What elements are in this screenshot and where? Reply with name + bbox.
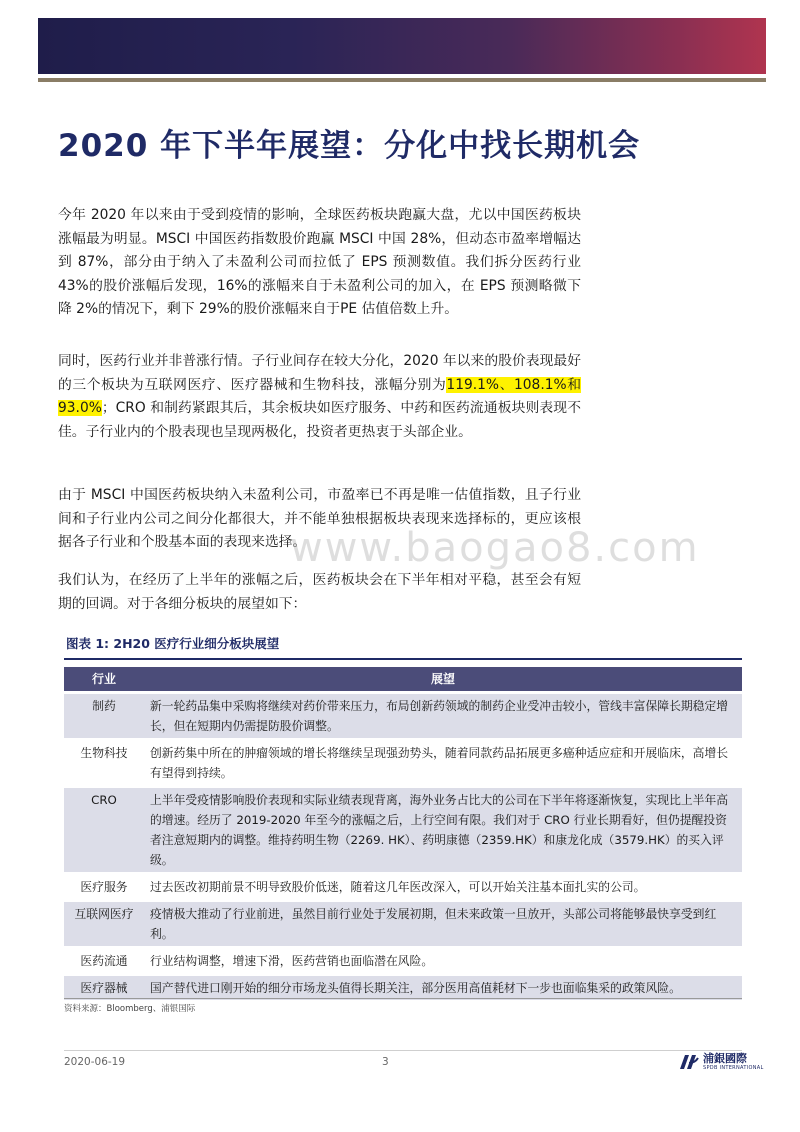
logo-name-cn: 浦銀國際 <box>703 1052 747 1065</box>
paragraph-4: 我们认为，在经历了上半年的涨幅之后，医药板块会在下半年相对平稳，甚至会有短期的回调。对于各细分板块的展望如下： <box>58 572 581 612</box>
table-row <box>64 902 742 946</box>
table-row <box>64 694 742 738</box>
page-number: 3 <box>382 1056 389 1068</box>
table-row <box>64 875 742 899</box>
footer-date: 2020-06-19 <box>64 1056 126 1068</box>
footer-rule <box>64 1050 742 1051</box>
table-row <box>64 949 742 973</box>
sector-cell: 制药 <box>64 694 144 738</box>
source-note: 资料来源：Bloomberg、浦银国际 <box>64 1004 196 1014</box>
logo-text <box>703 1053 764 1071</box>
watermark: www.baogao8.com <box>290 525 700 571</box>
sector-cell: 生物科技 <box>80 746 128 760</box>
outlook-cell: 过去医改初期前景不明导致股价低迷，随着这几年医改深入，可以开始关注基本面扎实的公司。 <box>150 880 646 894</box>
outlook-cell: 疫情极大推动了行业前进，虽然目前行业处于发展初期，但未来政策一旦放开，头部公司将能够最快享受到红利。 <box>144 902 742 946</box>
sector-cell: 医药流通 <box>80 954 128 968</box>
outlook-cell: 新一轮药品集中采购将继续对药价带来压力，布局创新药领域的制药企业受冲击较小，管线丰富保障长期稳定增长，但在短期内仍需提防股价调整。 <box>144 694 742 738</box>
sector-cell: 医疗服务 <box>80 880 128 894</box>
outlook-cell: 创新药集中所在的肿瘤领域的增长将继续呈现强劲势头，随着同款药品拓展更多癌种适应症和开展临床，高增长有望得到持续。 <box>150 746 729 780</box>
table-header-row <box>64 667 742 691</box>
figure-top-rule <box>64 658 742 660</box>
header-banner <box>38 18 766 74</box>
page-title: 2020 年下半年展望：分化中找长期机会 <box>58 128 641 164</box>
sector-outlook-table <box>64 664 742 1003</box>
table-row <box>64 788 742 872</box>
paragraph-2-tail: ；CRO 和制药紧跟其后，其余板块如医疗服务、中药和医药流通板块则表现不佳。子行业内的个股表现也呈现两极化，投资者更热衷于头部企业。 <box>58 400 581 440</box>
logo-name-en: SPDB INTERNATIONAL <box>703 1065 764 1071</box>
table-row <box>64 741 742 785</box>
header-sector: 行业 <box>64 667 144 691</box>
table-row <box>64 976 742 1000</box>
sector-cell: CRO <box>64 788 144 872</box>
header-outlook: 展望 <box>144 667 742 691</box>
sector-cell: 医疗器械 <box>64 976 144 1000</box>
highlighted-growth-figures: 119.1%、108.1%和 93.0% <box>58 376 581 416</box>
paragraph-1: 今年 2020 年以来由于受到疫情的影响，全球医药板块跑赢大盘，尤以中国医药板块涨幅最为明显。MSCI 中国医药指数股价跑赢 MSCI 中国 28%，但动态市盈率增幅达到 87%，部分由于纳入了未盈利公司而拉低了 EPS 预测数值。我们拆分医药行业 43%的股价涨幅后发现，16%的涨幅来自于未盈利公司的加入，在 EPS 预测略微下降 2%的情况下，剩下 29%的股价涨幅来自于PE 估值倍数上升。 <box>58 207 581 317</box>
paragraph-3: 由于 MSCI 中国医药板块纳入未盈利公司，市盈率已不再是唯一估值指数，且子行业间和子行业内公司之间分化都很大，并不能单独根据板块表现来选择标的，更应该根据各子行业和个股基本面的表现来选择。 <box>58 487 581 550</box>
sector-cell: 互联网医疗 <box>64 902 144 946</box>
logo-mark-icon <box>678 1052 700 1072</box>
company-logo <box>678 1052 764 1072</box>
paragraph-2-lead: 同时，医药行业并非普涨行情。子行业间存在较大分化，2020 年以来的股价表现最好的三个板块为互联网医疗、医疗器械和生物科技，涨幅分别为 <box>58 353 581 393</box>
outlook-cell: 上半年受疫情影响股价表现和实际业绩表现背离，海外业务占比大的公司在下半年将逐渐恢复，实现比上半年高的增速。经历了 2019-2020 年至今的涨幅之后，上行空间有限。我们对于 CRO 行业长期看好，但仍提醒投资者注意短期内的调整。维持药明生物（2269. HK）、药明康德（2359.HK）和康龙化成（3579.HK）的买入评级。 <box>144 788 742 872</box>
source-rule <box>64 998 742 999</box>
figure-caption: 图表 1: 2H20 医疗行业细分板块展望 <box>66 636 280 651</box>
paragraph-2 <box>58 350 581 444</box>
outlook-cell: 国产替代进口刚开始的细分市场龙头值得长期关注，部分医用高值耗材下一步也面临集采的政策风险。 <box>144 976 742 1000</box>
outlook-cell: 行业结构调整，增速下滑，医药营销也面临潜在风险。 <box>150 954 434 968</box>
header-rule <box>38 78 766 82</box>
